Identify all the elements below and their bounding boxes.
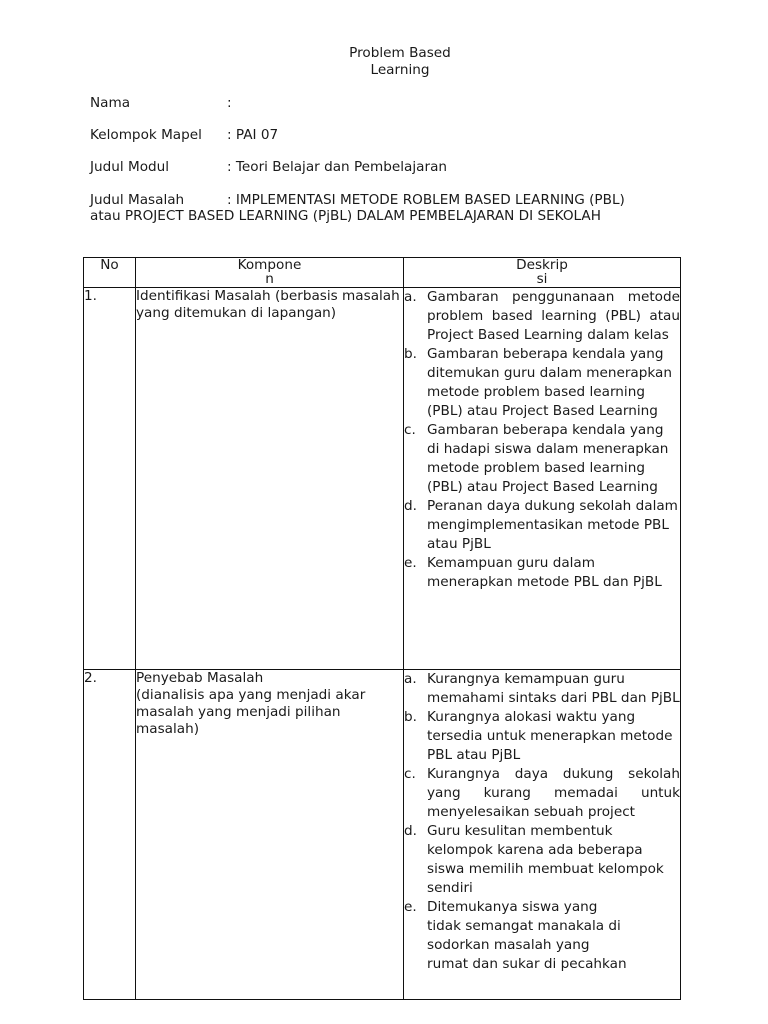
list-text-line: Ditemukanya siswa yang xyxy=(427,899,598,915)
list-item xyxy=(404,421,680,497)
row-2-komponen-desc: (dianalisis apa yang menjadi akar masalah yang menjadi pilihan masalah) xyxy=(136,687,366,737)
list-text-line: sodorkan masalah yang xyxy=(427,937,590,953)
row-2-komponen xyxy=(136,670,404,1000)
meta-judul-modul xyxy=(90,159,447,176)
list-item xyxy=(404,898,680,974)
meta-judul-masalah xyxy=(90,192,625,209)
list-text: Gambaran penggunanaan metode problem based learning (PBL) atau Project Based Learning dalam kelas xyxy=(427,289,680,343)
list-text: Gambaran beberapa kendala yang ditemukan guru dalam menerapkan metode problem based learning (PBL) atau Project Based Learning xyxy=(427,346,672,419)
table-header-row xyxy=(84,258,681,288)
list-item xyxy=(404,554,680,592)
title-line-2: Learning xyxy=(370,62,430,78)
list-text-line: rumat dan sukar di pecahkan xyxy=(427,956,627,972)
row-1-komponen: Identifikasi Masalah (berbasis masalah yang ditemukan di lapangan) xyxy=(136,288,404,670)
header-komponen-line1: Kompone xyxy=(237,257,302,273)
list-marker: a. xyxy=(404,289,417,305)
row-2-no: 2. xyxy=(84,670,136,1000)
row-2-deskripsi xyxy=(404,670,681,1000)
nama-value: : xyxy=(227,95,232,111)
row-1-list xyxy=(404,288,680,592)
title-line-1: Problem Based xyxy=(349,45,451,61)
list-text: Kemampuan guru dalam menerapkan metode PBL dan PjBL xyxy=(427,555,662,590)
list-text: Kurangnya kemampuan guru memahami sintaks dari PBL dan PjBL xyxy=(427,671,680,706)
row-1-no: 1. xyxy=(84,288,136,670)
header-no-label: No xyxy=(100,257,119,273)
list-marker: d. xyxy=(404,498,417,514)
header-komponen-line2: n xyxy=(265,271,274,287)
header-deskripsi-line2: si xyxy=(536,271,548,287)
table-row xyxy=(84,288,681,670)
judul-masalah-value: : IMPLEMENTASI METODE ROBLEM BASED LEARNING (PBL) xyxy=(227,192,625,208)
list-item xyxy=(404,765,680,822)
list-marker: a. xyxy=(404,671,417,687)
list-text: Kurangnya daya dukung sekolah yang kurang memadai untuk menyelesaikan sebuah project xyxy=(427,766,680,820)
judul-modul-label: Judul Modul xyxy=(90,159,170,175)
list-item xyxy=(404,670,680,708)
kelompok-label: Kelompok Mapel xyxy=(90,127,202,143)
list-text: Gambaran beberapa kendala yang di hadapi siswa dalam menerapkan metode problem based learning (PBL) atau Project Based Learning xyxy=(427,422,669,495)
header-komponen xyxy=(136,258,404,288)
row-2-komponen-title: Penyebab Masalah xyxy=(136,670,264,686)
row-1-deskripsi xyxy=(404,288,681,670)
table-row xyxy=(84,670,681,1000)
list-marker: b. xyxy=(404,709,417,725)
row-2-list xyxy=(404,670,680,974)
header-deskripsi-line1: Deskrip xyxy=(516,257,568,273)
list-item xyxy=(404,497,680,554)
list-text-line: tidak semangat manakala di xyxy=(427,918,621,934)
list-text: Guru kesulitan membentuk kelompok karena ada beberapa siswa memilih membuat kelompok sendiri xyxy=(427,823,664,896)
header-deskripsi xyxy=(404,258,681,288)
list-marker: c. xyxy=(404,422,416,438)
judul-masalah-label: Judul Masalah xyxy=(90,192,185,208)
list-marker: d. xyxy=(404,823,417,839)
problem-table xyxy=(83,257,681,1000)
header-no xyxy=(84,258,136,288)
meta-nama xyxy=(90,95,232,112)
list-marker: b. xyxy=(404,346,417,362)
meta-kelompok xyxy=(90,127,278,144)
document-title xyxy=(300,45,500,79)
list-text: Peranan daya dukung sekolah dalam mengimplementasikan metode PBL atau PjBL xyxy=(427,498,678,552)
list-marker: e. xyxy=(404,899,417,915)
nama-label: Nama xyxy=(90,95,131,111)
list-item xyxy=(404,288,680,345)
kelompok-value: : PAI 07 xyxy=(227,127,279,143)
list-marker: c. xyxy=(404,766,416,782)
list-item xyxy=(404,822,680,898)
list-item xyxy=(404,345,680,421)
judul-masalah-continuation: atau PROJECT BASED LEARNING (PjBL) DALAM PEMBELAJARAN DI SEKOLAH xyxy=(90,208,601,224)
judul-modul-value: : Teori Belajar dan Pembelajaran xyxy=(227,159,448,175)
list-item xyxy=(404,708,680,765)
list-marker: e. xyxy=(404,555,417,571)
list-text: Kurangnya alokasi waktu yang tersedia untuk menerapkan metode PBL atau PjBL xyxy=(427,709,673,763)
